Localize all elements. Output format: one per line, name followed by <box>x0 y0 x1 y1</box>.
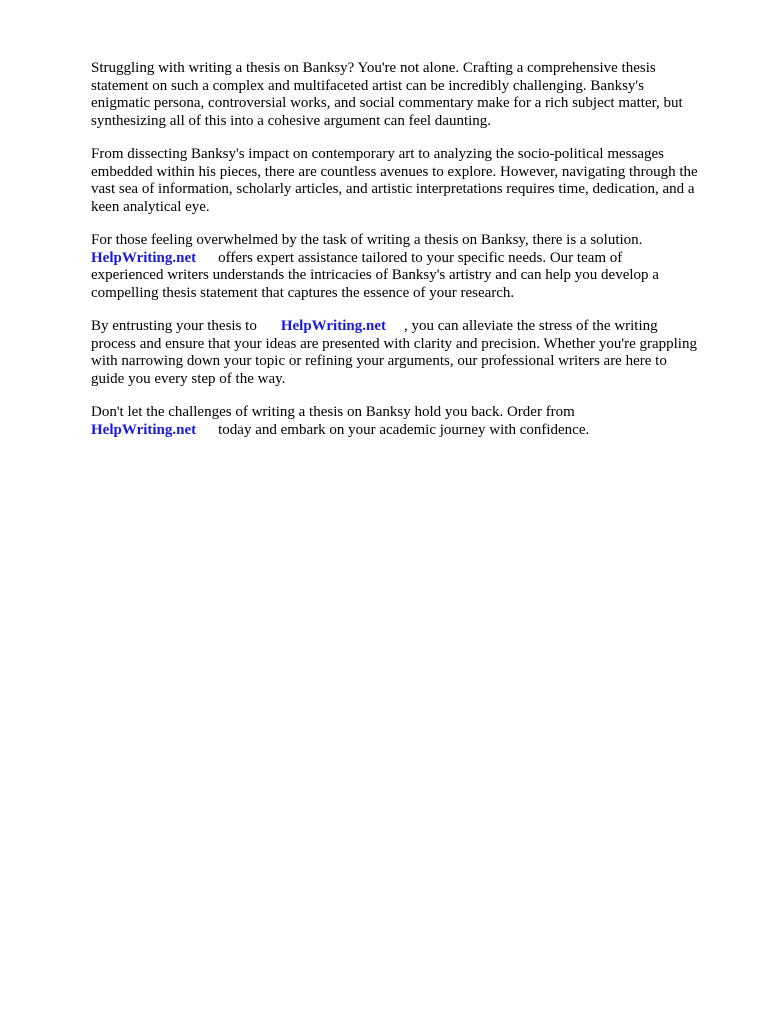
text-line: Struggling with writing a thesis on Banksy? You're not alone. Crafting a comprehensive thesis <box>91 60 656 76</box>
text-line <box>91 250 731 268</box>
text-line <box>91 422 731 440</box>
paragraph-solution <box>91 232 731 302</box>
text-line: For those feeling overwhelmed by the task of writing a thesis on Banksy, there is a solution. <box>91 232 643 248</box>
paragraph-intro <box>91 60 731 130</box>
helpwriting-link[interactable]: HelpWriting.net <box>91 421 197 438</box>
text-line <box>91 318 731 336</box>
text-line: statement on such a complex and multifaceted artist can be incredibly challenging. Banksy's <box>91 77 644 94</box>
text-line: with narrowing down your topic or refining your arguments, our professional writers are here to <box>91 353 667 369</box>
text-line: Don't let the challenges of writing a thesis on Banksy hold you back. Order from <box>91 404 575 420</box>
text-segment: , you can alleviate the stress of the writing <box>403 318 658 334</box>
text-segment: By entrusting your thesis to <box>91 318 257 334</box>
text-line: enigmatic persona, controversial works, and social commentary make for a rich subject matter, but <box>91 95 683 111</box>
text-line: keen analytical eye. <box>91 198 210 215</box>
text-line: process and ensure that your ideas are presented with clarity and precision. Whether you're grappling <box>91 335 697 352</box>
helpwriting-link[interactable]: HelpWriting.net <box>91 249 197 266</box>
paragraph-entrust <box>91 318 731 388</box>
text-segment: today and embark on your academic journey with confidence. <box>218 421 590 438</box>
text-line: embedded within his pieces, there are countless avenues to explore. However, navigating through the <box>91 163 698 180</box>
text-line: experienced writers understands the intricacies of Banksy's artistry and can help you develop a <box>91 267 659 283</box>
paragraph-call-to-action <box>91 404 731 439</box>
text-line: compelling thesis statement that captures the essence of your research. <box>91 284 515 301</box>
text-line: vast sea of information, scholarly articles, and artistic interpretations requires time, dedication, and a <box>91 181 695 197</box>
paragraph-impact <box>91 146 731 216</box>
text-line: synthesizing all of this into a cohesive argument can feel daunting. <box>91 112 492 129</box>
text-line: From dissecting Banksy's impact on contemporary art to analyzing the socio-political messages <box>91 146 664 162</box>
text-line: guide you every step of the way. <box>91 370 286 387</box>
text-segment: offers expert assistance tailored to your specific needs. Our team of <box>218 249 623 266</box>
helpwriting-link[interactable]: HelpWriting.net <box>280 318 386 334</box>
document-page <box>91 60 731 455</box>
